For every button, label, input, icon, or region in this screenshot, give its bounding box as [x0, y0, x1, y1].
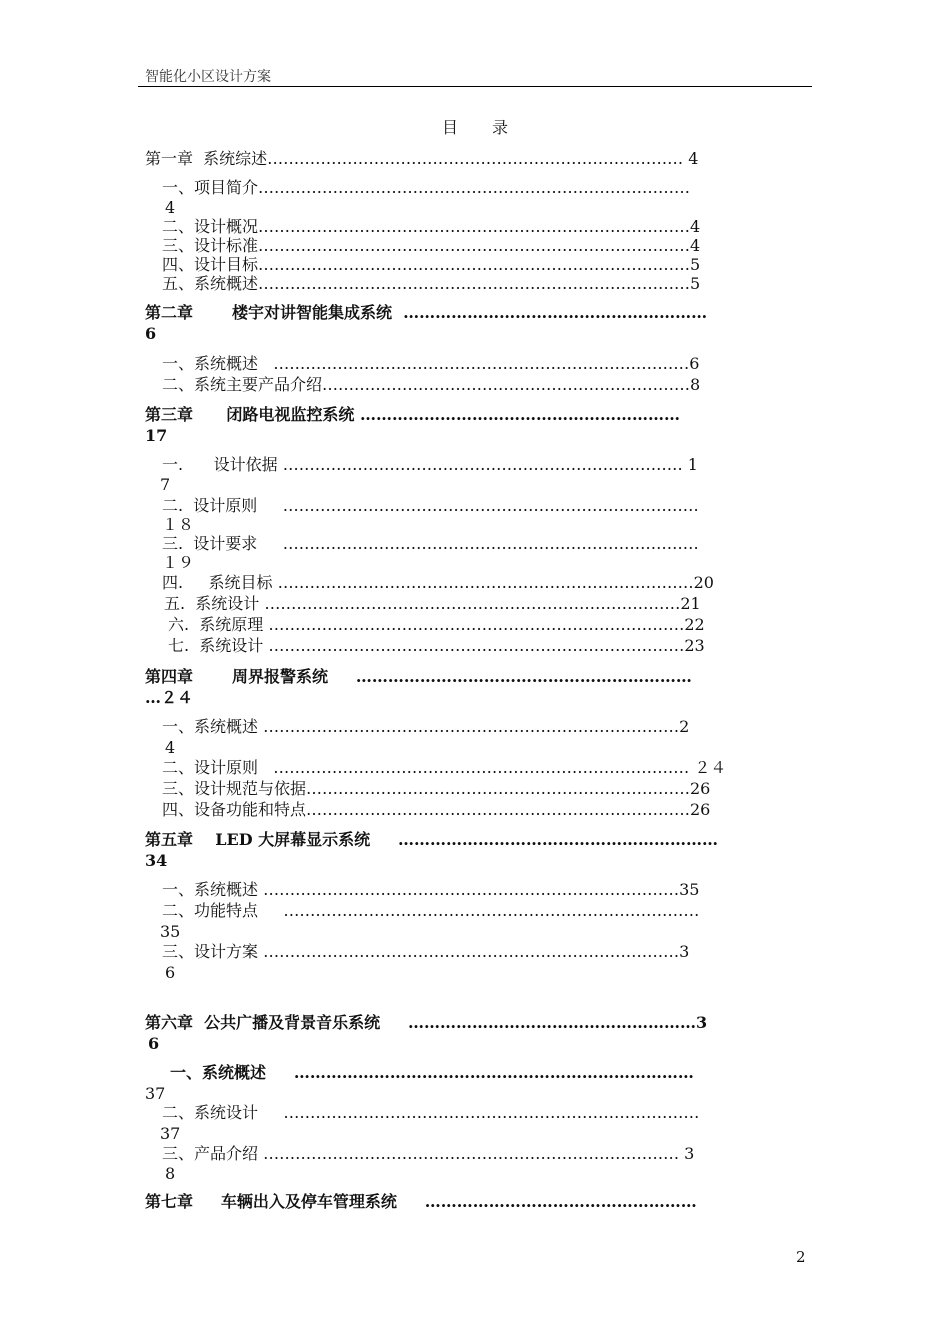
- toc-entry[interactable]: 三、设计标准………………………………………………………………………4: [162, 236, 701, 255]
- toc-entry[interactable]: 四. 系统目标 ……………………………………………………………………20: [162, 573, 714, 592]
- toc-chapter-page: 6: [148, 1034, 160, 1053]
- page-number: 2: [796, 1248, 806, 1266]
- toc-chapter-4[interactable]: 第四章 周界报警系统 ………………………………………………………: [145, 667, 692, 686]
- toc-entry[interactable]: 三、产品介绍 …………………………………………………………………… 3: [162, 1144, 695, 1163]
- toc-chapter-page: 34: [145, 851, 168, 870]
- toc-entry-page: 37: [145, 1084, 166, 1103]
- toc-entry-page: 4: [165, 198, 176, 217]
- toc-entry-page: 7: [160, 475, 171, 494]
- toc-entry[interactable]: 五、系统概述………………………………………………………………………5: [162, 274, 701, 293]
- toc-chapter-6[interactable]: 第六章 公共广播及背景音乐系统 ………………………………………………3: [145, 1013, 708, 1032]
- toc-entry[interactable]: 一、系统概述 ……………………………………………………………………6: [162, 354, 700, 373]
- toc-chapter-page: 17: [145, 426, 168, 445]
- toc-entry[interactable]: 六. 系统原理 ……………………………………………………………………22: [168, 615, 705, 634]
- toc-entry-page: 37: [160, 1124, 181, 1143]
- toc-entry[interactable]: 二、功能特点 ……………………………………………………………………: [162, 901, 700, 920]
- toc-entry-page: １８: [162, 515, 195, 534]
- toc-chapter-page: …２４: [145, 688, 194, 707]
- toc-entry[interactable]: 二、系统主要产品介绍……………………………………………………………8: [162, 375, 701, 394]
- toc-entry-page: 35: [160, 922, 181, 941]
- toc-entry[interactable]: 一、系统概述 ……………………………………………………………………2: [162, 717, 690, 736]
- toc-entry[interactable]: 一、系统概述 ……………………………………………………………………35: [162, 880, 700, 899]
- toc-entry[interactable]: 二、设计概况………………………………………………………………………4: [162, 217, 701, 236]
- toc-entry-page: 6: [165, 963, 176, 982]
- toc-title: [442, 115, 508, 138]
- toc-entry[interactable]: 一、项目简介………………………………………………………………………: [162, 178, 691, 197]
- toc-entry[interactable]: 四、设备功能和特点………………………………………………………………26: [162, 800, 711, 819]
- toc-entry[interactable]: 四、设计目标………………………………………………………………………5: [162, 255, 701, 274]
- toc-title-left: 目: [442, 118, 459, 137]
- toc-title-right: 录: [492, 118, 509, 137]
- toc-entry[interactable]: 二. 设计原则 ……………………………………………………………………: [162, 496, 699, 515]
- toc-entry-page: 8: [165, 1164, 176, 1183]
- toc-entry[interactable]: 三、设计规范与依据………………………………………………………………26: [162, 779, 711, 798]
- toc-entry-page: 4: [165, 738, 176, 757]
- toc-chapter-2[interactable]: 第二章 楼宇对讲智能集成系统 …………………………………………………: [145, 303, 708, 322]
- header-title: 智能化小区设计方案: [145, 69, 271, 85]
- toc-chapter-page: 6: [145, 324, 157, 343]
- toc-entry[interactable]: 一、系统概述 …………………………………………………………………: [170, 1063, 694, 1082]
- toc-entry[interactable]: 二、设计原则 …………………………………………………………………… ２４: [162, 758, 727, 777]
- toc-entry[interactable]: 五. 系统设计 ……………………………………………………………………21: [164, 594, 701, 613]
- toc-chapter-3[interactable]: 第三章 闭路电视监控系统 ……………………………………………………: [145, 405, 680, 424]
- toc-entry[interactable]: 一. 设计依据 ………………………………………………………………… 1: [162, 455, 698, 474]
- toc-entry[interactable]: 七. 系统设计 ……………………………………………………………………23: [168, 636, 705, 655]
- toc-chapter-7[interactable]: 第七章 车辆出入及停车管理系统 ……………………………………………: [145, 1192, 697, 1211]
- toc-entry-page: １９: [162, 553, 195, 572]
- header-rule: [138, 86, 812, 87]
- toc-entry[interactable]: 二、系统设计 ……………………………………………………………………: [162, 1103, 700, 1122]
- toc-entry[interactable]: 三、设计方案 ……………………………………………………………………3: [162, 942, 690, 961]
- toc-chapter-5[interactable]: 第五章 LED 大屏幕显示系统 ……………………………………………………: [145, 830, 719, 849]
- toc-entry[interactable]: 三. 设计要求 ……………………………………………………………………: [162, 534, 699, 553]
- toc-chapter-1[interactable]: 第一章 系统综述…………………………………………………………………… 4: [145, 149, 699, 168]
